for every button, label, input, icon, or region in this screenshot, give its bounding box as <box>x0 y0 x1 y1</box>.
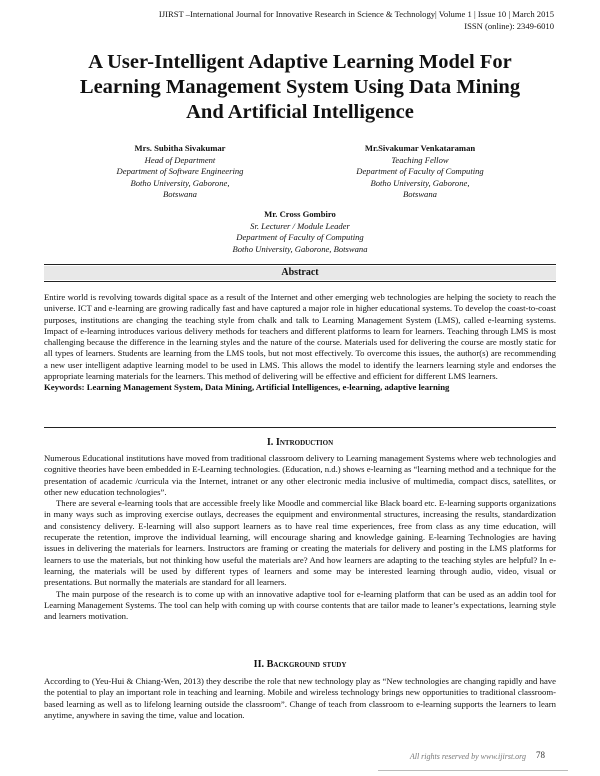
author-org: Botho University, Gaborone, <box>370 177 470 188</box>
introduction-body <box>44 453 556 622</box>
author-dept: Department of Faculty of Computing <box>356 166 484 177</box>
abstract-text: Entire world is revolving towards digital space as a result of the Internet and other emerging web technologies are helping the society to reach the universe. ICT and e-learning are growing radically fast and have captured a major role in higher educational systems. To develop the coast-to-coast purposes, institutions are changing the teaching style from chalk and talk to Learning Management System (LMS), called e-learning systems. Impact of e-learning introduces various delivery methods for teachers and different platforms to learn for learners. Teaching through LMS is most challenging because the difference in the learning styles and the nature of the course. Materials used for delivering the course are mostly static for all types of learners. Students are learning from the LMS tools, but not most effectively. To overcome this issues, the author(s) are recommending a new user intelligent adaptive learning model to be used in LMS. This allows the model to identify the learners learning style and endorses the appropriate learning materials for the learners. This method of delivering will be effective and efficient for different LMS learners. <box>44 292 556 382</box>
abstract-body <box>44 292 556 394</box>
author-role: Teaching Fellow <box>391 154 449 165</box>
section-number: II. <box>253 659 265 670</box>
author-country: Botswana <box>163 189 197 200</box>
author-block-1 <box>80 143 280 201</box>
page-number: 78 <box>536 750 545 760</box>
section-heading-introduction <box>44 437 556 448</box>
section-heading-background <box>44 659 556 670</box>
author-org: Botho University, Gaborone, <box>130 177 230 188</box>
paragraph: According to (Yeu-Hui & Chiang-Wen, 2013) they describe the role that new technology play as “New technologies are changing rapidly and have the potential to play an important role in teaching and learning. Mobile and wireless technology brings new opportunities to traditional classroom-based learning as well as to lifelong learning outside the classroom”. Change of teach from classroom to e-learning supports the learners to learn anytime, anywhere in saving the time, value and location. <box>44 676 556 720</box>
abstract-mid-rule <box>44 281 556 282</box>
paragraph: The main purpose of the research is to come up with an innovative adaptive tool for e-learning platform that can be used as an addin tool for Learning Management Systems. The tool can help with coming up with course contents that are tailor made to leaner’s expectations, learning style and learners motivation. <box>44 588 556 622</box>
title-line-2: Learning Management System Using Data Mining <box>79 76 521 98</box>
keywords: Keywords: Learning Management System, Data Mining, Artificial Intelligences, e-learning, adaptive learning <box>44 382 450 393</box>
section-title: Background study <box>266 659 347 670</box>
author-dept: Department of Software Engineering <box>116 166 244 177</box>
author-role: Sr. Lecturer / Module Leader <box>250 220 350 231</box>
title-line-3: And Artificial Intelligence <box>186 101 414 123</box>
paper-title <box>30 50 570 125</box>
section-title: Introduction <box>275 437 334 448</box>
author-dept: Department of Faculty of Computing <box>236 232 364 243</box>
author-org: Botho University, Gaborone, Botswana <box>232 243 368 254</box>
author-name: Mr. Cross Gombiro <box>264 209 336 219</box>
author-role: Head of Department <box>144 154 216 165</box>
abstract-top-rule <box>44 264 556 265</box>
journal-header <box>159 8 554 32</box>
section-number: I. <box>266 437 274 448</box>
background-body <box>44 676 556 721</box>
abstract-bottom-rule <box>44 427 556 428</box>
title-line-1: A User-Intelligent Adaptive Learning Model For <box>88 51 512 73</box>
issn-line: ISSN (online): 2349-6010 <box>464 21 554 31</box>
author-block-2 <box>320 143 520 201</box>
paragraph: There are several e-learning tools that are accessible freely like Moodle and commercial like Black board etc. E-learning supports organizations in many ways such as improving exercise outlays, decreases the equipment and environmental structures, increasing the results, standardization and consistency delivery. E-learning will also support learners as to have real time experiences, free from class as any time education, will recuperate the retention, improve the individual learning, will encourage sharing and knowledge gaining. E-learning Technologies are having issues in delivering the materials for learners. Instructors are framing or creating the materials for delivery and posting in the LMS platforms for learners to use the materials, but not thinking how useful the materials are? And how learners are adapting to the teaching styles are helpful? In e-learning, the materials will be used by different types of learners and some may be interested learning through audio, video, visual or presentations. But normally the materials are standard for all learners. <box>44 498 556 588</box>
paragraph: Numerous Educational institutions have moved from traditional classroom delivery to Learning management Systems where web technologies and cognitive theories have been embedded in E-Learning technologies. (Education, n.d.) shows e-learning as “learning method and a technique for the presentation of academic /curricula via the Internet, intranet or any other electronic media inclusive of multimedia, compact discs, satellites, or other new education technologies”. <box>44 453 556 497</box>
footer-rights: All rights reserved by www.ijirst.org <box>409 752 526 761</box>
author-name: Mr.Sivakumar Venkataraman <box>364 143 476 153</box>
author-block-3 <box>200 209 400 255</box>
author-country: Botswana <box>403 189 437 200</box>
author-name: Mrs. Subitha Sivakumar <box>134 143 226 153</box>
abstract-heading: Abstract <box>281 267 319 278</box>
journal-line: IJIRST –International Journal for Innovative Research in Science & Technology| Volume 1 | Issue 10 | March 2015 <box>158 9 554 19</box>
footer-rule <box>378 770 568 771</box>
